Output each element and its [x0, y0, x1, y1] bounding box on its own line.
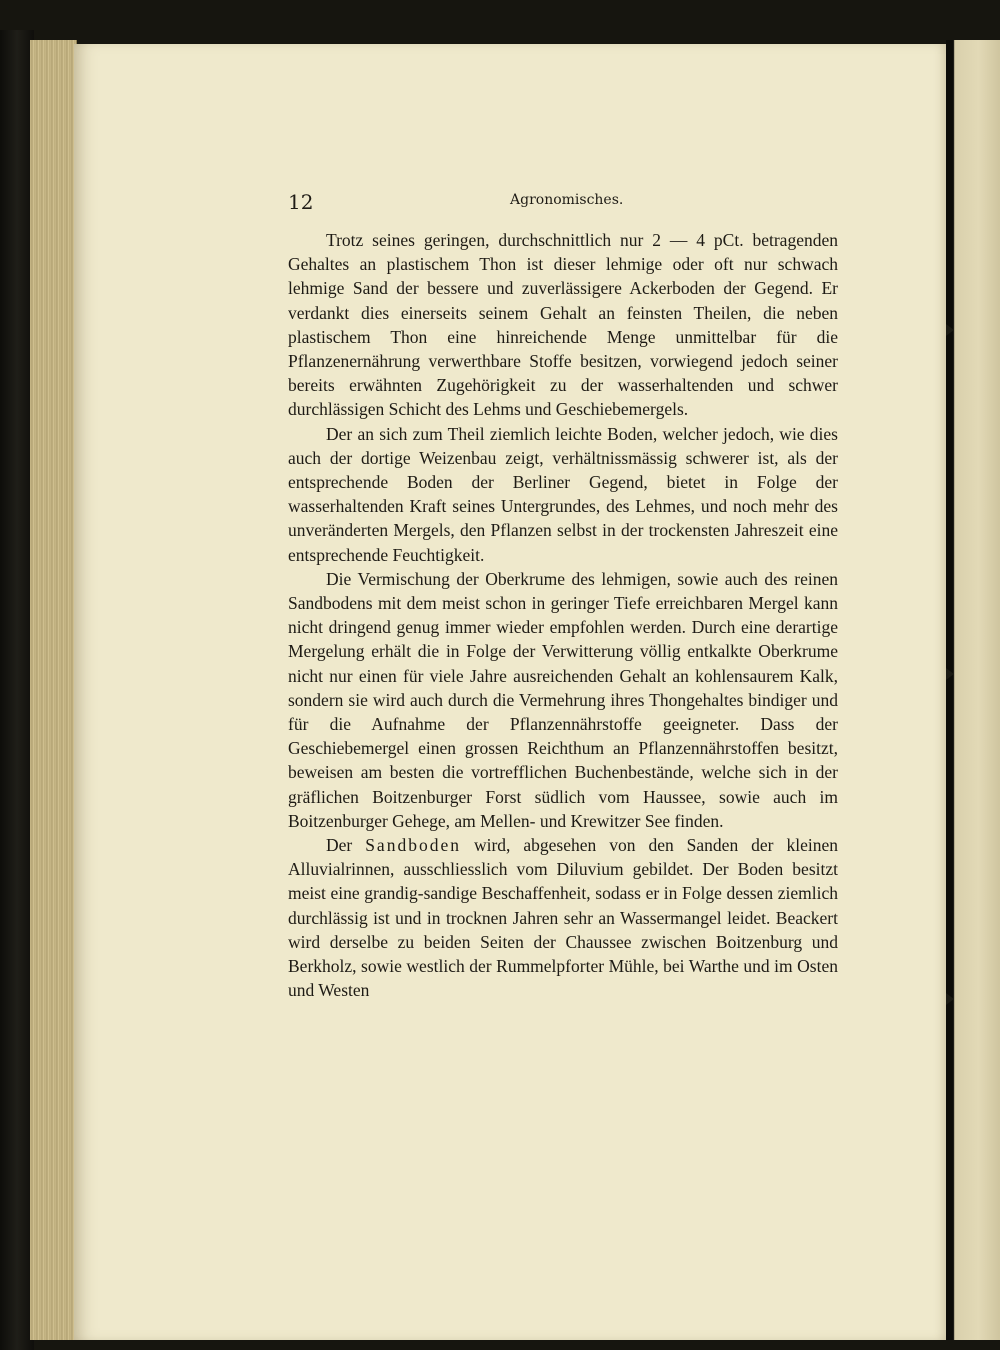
facing-page-edge — [946, 40, 1000, 1340]
margin-marker — [946, 993, 954, 1005]
paragraph-text: Der an sich zum Theil ziemlich leichte Boden, welcher jedoch, wie dies auch der dortige Weizenbau zeigt, verhältnissmässig schwerer ist, als der entsprechende Boden der Berliner Gegend, bietet in Folge der wasserhaltenden Kraft seines Untergrundes, des Lehmes, und noch mehr des unveränderten Mergels, den Pflanzen selbst in der trockensten Jahreszeit eine entsprechende Feuchtigkeit. — [288, 423, 838, 565]
body-text — [288, 228, 838, 1003]
page-header — [288, 190, 848, 220]
paragraph-text: wird, abgesehen von den Sanden der kleinen Alluvialrinnen, ausschliesslich vom Diluvium gebildet. Der Boden besitzt meist eine grandig-sandige Beschaffenheit, sodass er in Folge dessen ziemlich durchlässig ist und in trocknen Jahren sehr an Wassermangel leidet. Beackert wird derselbe zu beiden Seiten der Chaussee zwischen Boitzenburg und Berkholz, sowie westlich der Rummelpforter Mühle, bei Warthe und im Osten und Westen — [288, 835, 838, 1001]
paragraph — [288, 228, 838, 422]
paragraph-text: Trotz seines geringen, durchschnittlich nur 2 — 4 pCt. betragenden Gehaltes an plastischem Thon ist dieser lehmige oder oft nur schwach lehmige Sand der bessere und zuverlässigere Ackerboden der Gegend. Er verdankt dies einerseits seinem Gehalt an feinsten Theilen, die neben plastischem Thon eine hinreichende Menge unmittelbar für die Pflanzenernährung verwerthbare Stoffe besitzen, vorwiegend jedoch seiner bereits erwähnten Zugehörigkeit zu der wasserhaltenden und schwer durchlässigen Schicht des Lehms und Geschiebemergels. — [288, 230, 838, 420]
page-number: 12 — [288, 190, 314, 214]
book-binding — [0, 30, 34, 1350]
paragraph — [288, 833, 838, 1002]
margin-marker — [946, 668, 954, 680]
margin-marker — [946, 324, 954, 336]
paragraph — [288, 567, 838, 833]
emphasized-term: Sandboden — [365, 835, 461, 856]
paragraph-lead: Der — [326, 835, 353, 856]
running-title: Agronomisches. — [510, 192, 624, 208]
paragraph — [288, 422, 838, 567]
paragraph-text: Die Vermischung der Oberkrume des lehmigen, sowie auch des reinen Sandbodens mit dem meist schon in geringer Tiefe erreichbaren Mergel kann nicht dringend genug immer wieder empfohlen werden. Durch eine derartige Mergelung erhält die in Folge der Verwitterung völlig entkalkte Oberkrume nicht nur einen für viele Jahre ausreichenden Gehalt an kohlensaurem Kalk, sondern sie wird auch durch die Vermehrung ihres Thongehaltes bindiger und für die Aufnahme der Pflanzennährstoffe geeigneter. Dass der Geschiebemergel einen grossen Reichthum an Pflanzennährstoffen besitzt, beweisen am besten die vortrefflichen Buchenbestände, welche sich in der gräflichen Boitzenburger Forst südlich vom Haussee, sowie auch im Boitzenburger Gehege, am Mellen- und Krewitzer See finden. — [288, 568, 838, 831]
page-edges — [30, 40, 77, 1340]
